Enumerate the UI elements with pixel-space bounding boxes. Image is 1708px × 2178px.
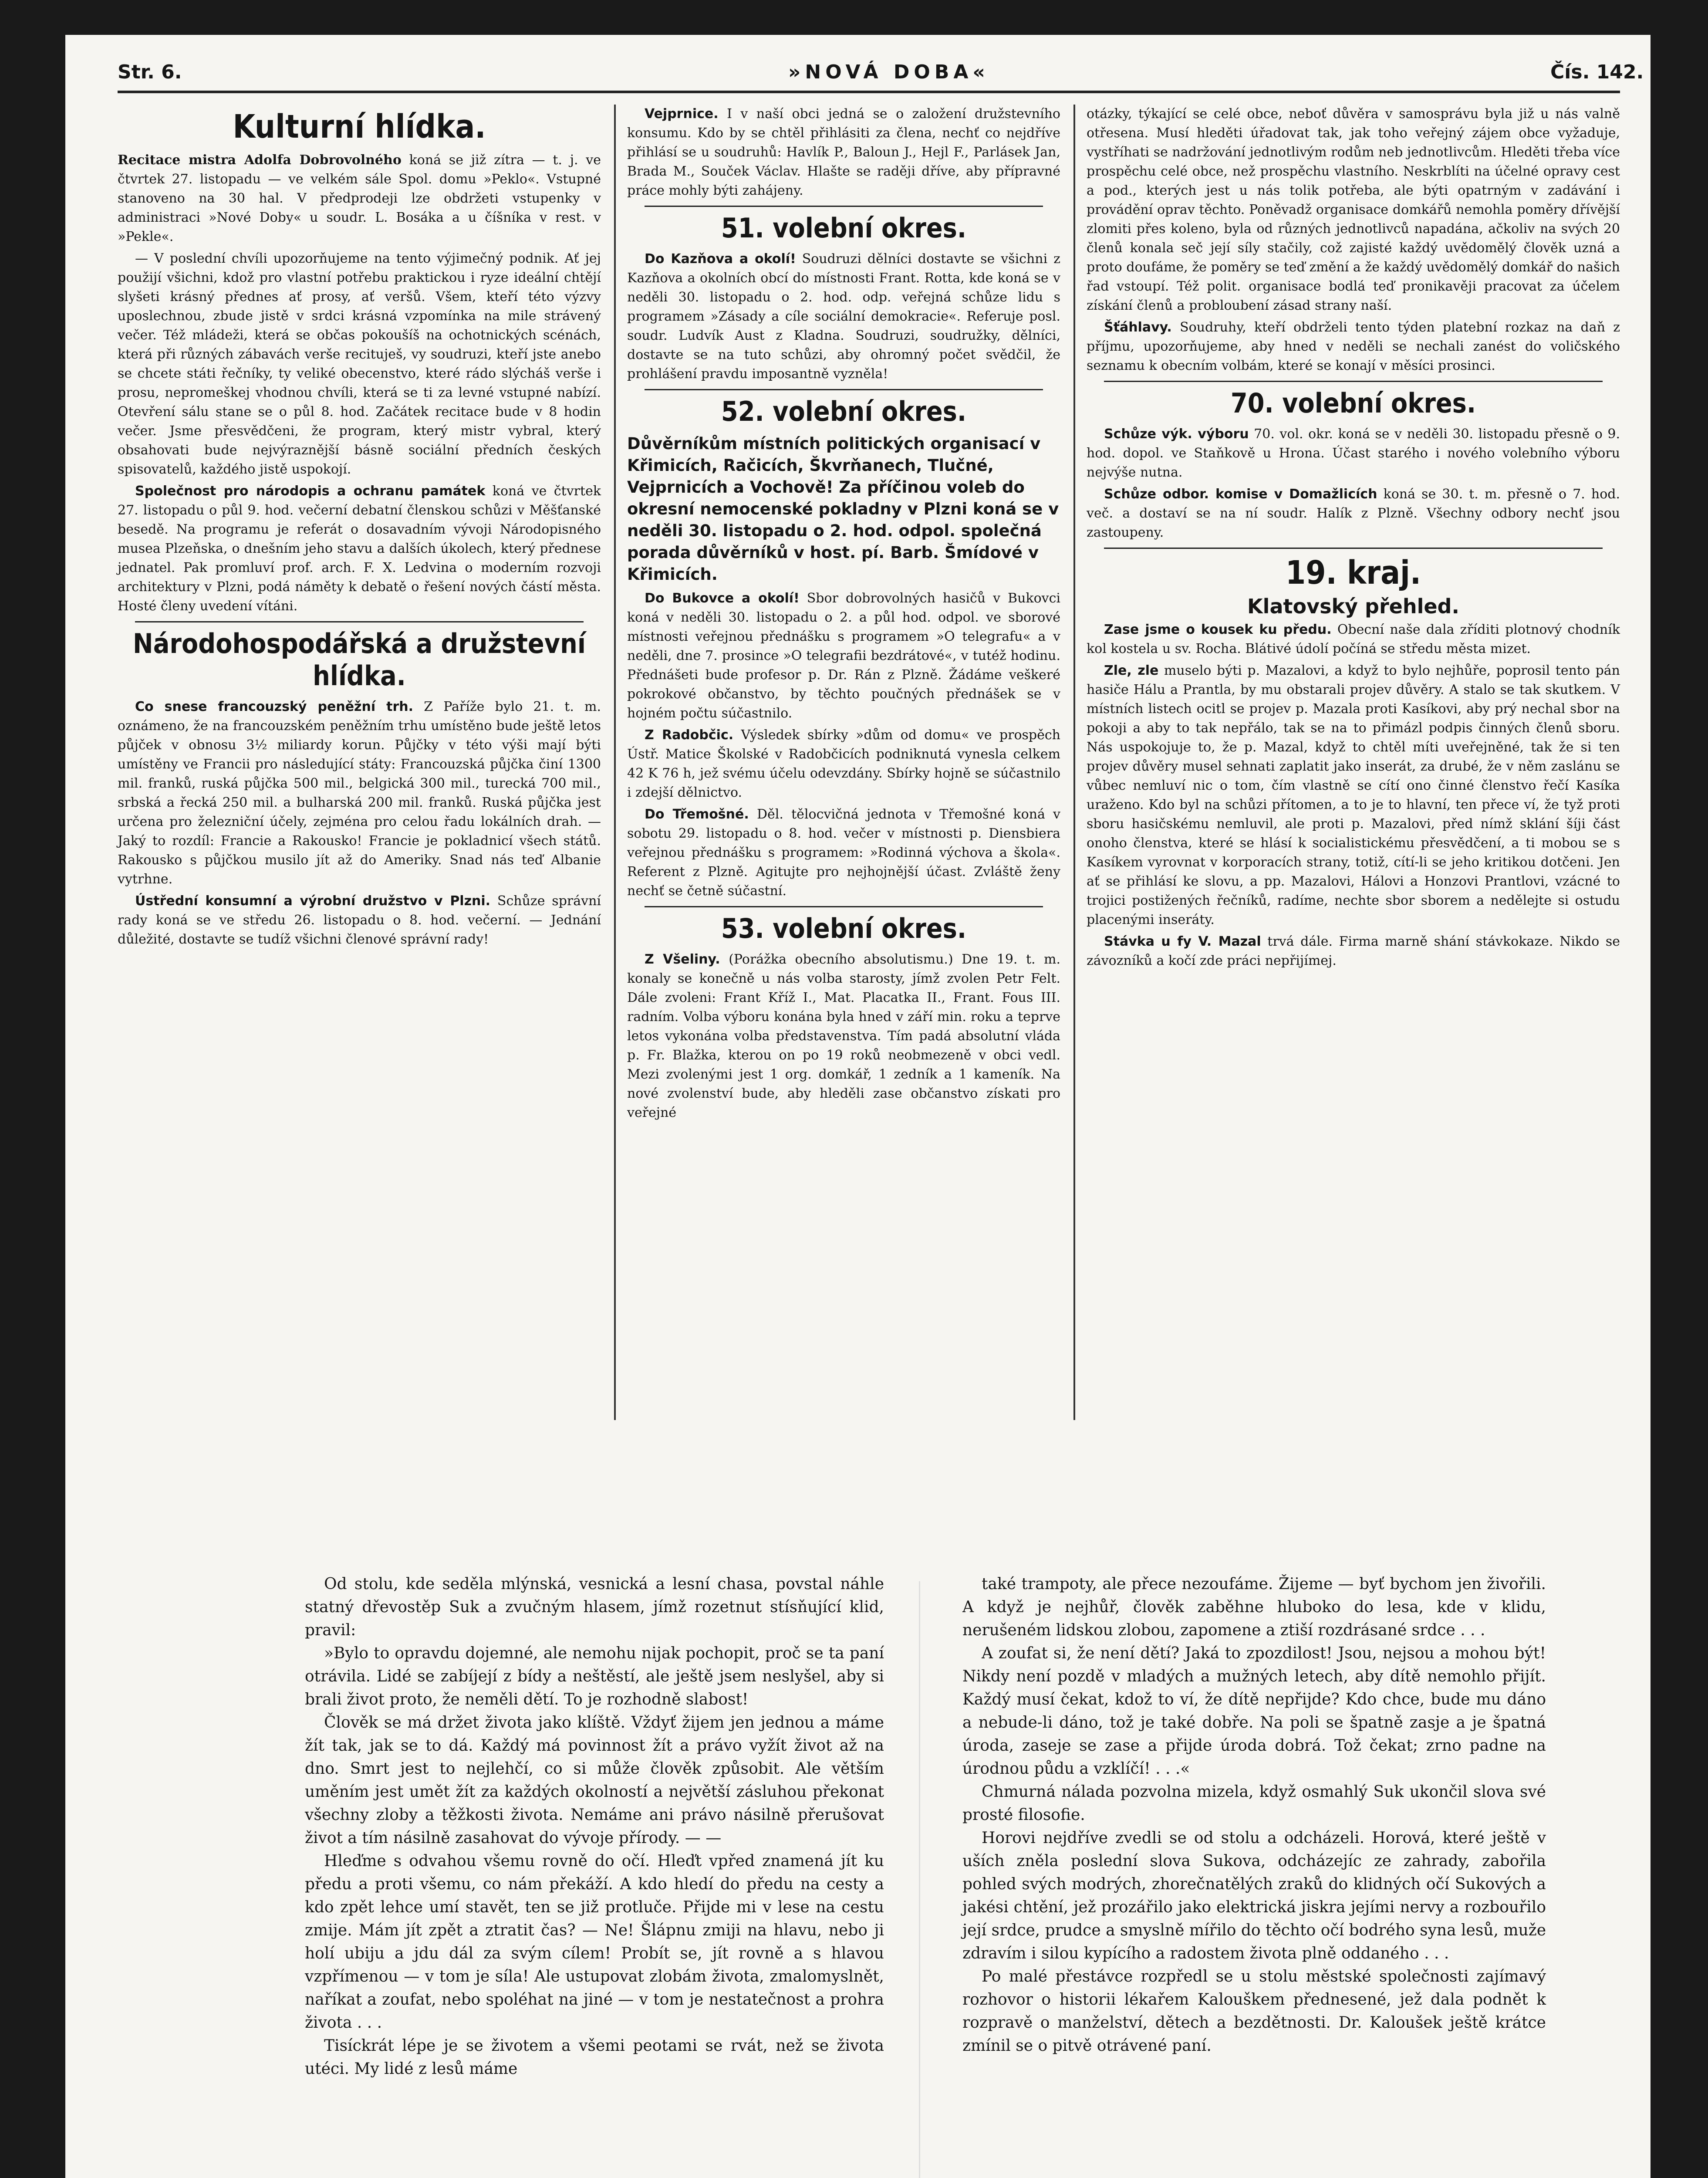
- article-text: 70. vol. okr. koná se v neděli 30. listopadu přesně o 9. hod. dopol. ve Staňkově u Hrona. Účast starého i nového volebního výboru nejvýše nutna.: [1087, 426, 1620, 480]
- article-lead: Zase jsme o kousek ku předu.: [1104, 622, 1332, 637]
- article-lead: Do Kazňova a okolí!: [645, 251, 796, 267]
- article-text: Sbor dobrovolných hasičů v Bukovci koná v neděli 30. listopadu o 2. a půl hod. odpol. ve sborové místnosti veřejnou přednášku s programem »O telegrafu« a v neděli, dne 7. prosince »O telegrafii bezdrátové«, v tutéž hodinu. Přednášeti bude profesor p. Dr. Rán z Plzně. Žádáme veškeré pokrokové občanstvo, by těchto poučných přednášek se v hojném počtu súčastnilo.: [627, 591, 1060, 721]
- notice: Důvěrníkům místních politických organisací v Křimicích, Račicích, Škvrňanech, Tlučné, Vejprnicích a Vochově! Za příčinou voleb do okresní nemocenské pokladny v Plzni koná se v neděli 30. listopadu o 2. hod. odpol. společná porada důvěrníků v host. pí. Barb. Šmídové v Křimicích.: [627, 434, 1059, 584]
- article-text: koná ve čtvrtek 27. listopadu o půl 9. hod. večerní debatní členskou schůzi v Měšťanské besedě. Na programu je referát o dosavadním vývoji Národopisného musea Plzeňska, o dnešním jeho stavu a dalších úkolech, který přednese jednatel. Pak promluví prof. arch. F. X. Ledvina o moderním rozvoji architektury v Plzni, podá náměty k debatě o řešení nových částí města. Hosté členy uvedení vítáni.: [118, 484, 601, 614]
- article: [1087, 620, 1620, 659]
- article: [627, 950, 1060, 1123]
- article: [1087, 485, 1620, 542]
- column-1: [118, 105, 601, 952]
- header-rule: [118, 91, 1620, 93]
- divider: [1104, 381, 1603, 382]
- page-number: Str. 6.: [118, 61, 182, 83]
- article-lead: Do Bukovce a okolí!: [645, 591, 800, 606]
- divider: [1104, 548, 1603, 549]
- story-paragraph: Tisíckrát lépe je se životem a všemi peotami se rvát, než se života utéci. My lidé z lesů máme: [305, 2037, 884, 2078]
- divider: [645, 906, 1043, 907]
- article-lead: Z Všeliny.: [645, 952, 720, 967]
- article: [627, 589, 1060, 723]
- article: [1087, 661, 1620, 930]
- article-text: koná se 30. t. m. přesně o 7. hod. več. a dostaví se na ní soudr. Halík z Plzně. Všechny odbory nechť jsou zastoupeny.: [1087, 487, 1620, 540]
- story-paragraph: Horovi nejdříve zvedli se od stolu a odcházeli. Horová, které ještě v uších zněla poslední slova Sukova, odcházejíc ze zahrady, zabořila pohled svých modrých, zhorečnatělých zraků do klidných očí Sukových a jakési chtění, jež prozářilo jako elektrická jiskra jejími nervy a rozbouřilo její srdce, prudce a smyslně mířilo do těchto očí bodrého syna lesů, muže zdravím i silou kypícího a radostem života plně oddaného . . .: [962, 1829, 1546, 1962]
- article-text: Děl. tělocvičná jednota v Třemošné koná v sobotu 29. listopadu o 8. hod. večer v místnosti p. Diensbiera veřejnou přednášku s programem: »Rodinná výchova a škola«. Referent z Plzně. Agitujte pro nejhojnější účast. Zvláště ženy nechť se četně súčastní.: [627, 807, 1060, 899]
- divider: [135, 621, 584, 622]
- article-text: (Porážka obecního absolutismu.) Dne 19. t. m. konaly se konečně u nás volba starosty, jímž zvolen Petr Felt. Dále zvoleni: Frant Kříž I., Mat. Placatka II., Frant. Fous III. radním. Volba výboru konána byla hned v září min. roku a teprve letos vykonána volba představenstva. Tím padá absolutní vláda p. Fr. Blažka, kterou on po 19 roků neobmezeně v obci vedl. Mezi zvolenými jest 1 org. domkář, 1 zedník a 1 kameník. Na nové zvolenství bude, aby hleděli zase občanstvo získati pro veřejné: [627, 952, 1060, 1120]
- article-text: Soudruhy, kteří obdrželi tento týden platební rozkaz na daň z příjmu, upozorňujeme, aby hned v neděli se nechali zanést do voličského seznamu k obecním volbám, které se konají v měsíci prosinci.: [1087, 320, 1620, 373]
- newspaper-title: »NOVÁ DOBA«: [788, 61, 989, 83]
- article-text: Soudruzi dělníci dostavte se všichni z Kazňova a okolních obcí do místnosti Frant. Rotta, kde koná se v neděli 30. listopadu o 2. hod. odp. veřejná schůze lidu s programem »Zásady a cíle sociální demokracie«. Referuje posl. soudr. Ludvík Aust z Kladna. Soudruzi, soudružky, dělníci, dostavte se na tuto schůzi, aby ohromný počet svědčil, že prohlášení pravdu imposantně vyzněla!: [627, 251, 1060, 382]
- section-heading: 19. kraj.: [1285, 554, 1421, 592]
- article-text: Z Paříže bylo 21. t. m. oznámeno, že na francouzském peněžním trhu umístěno bude ještě letos půjček v obnosu 3½ miliardy korun. Půjčky v této výši mají býti umístěny ve Francii pro následující státy: Francouzská půjčka činí 1300 mil. franků, ruská půjčka 500 mil., belgická 300 mil., turecká 700 mil., srbská a řecká 250 mil. a bulharská 200 mil. franků. Ruská půjčka jest určena pro železniční účely, zejména pro celou řadu lokálních drah. — Jaký to rozdíl: Francie a Rakousko! Francie je pokladnicí všech států. Rakousko s půjčkou musilo jít až do Ameriky. Snad nás teď Albanie vytrhne.: [118, 699, 601, 887]
- story-paragraph: Po malé přestávce rozpředl se u stolu městské společnosti zajímavý rozhovor o historii lékařem Kalouškem přednesené, jež dala podnět k rozpravě o manželství, dětech a bezdětnosti. Dr. Kaloušek ještě krátce zmínil se o pitvě otrávené paní.: [962, 1968, 1546, 2055]
- article: [118, 151, 601, 247]
- article-lead: Z Radobčic.: [645, 727, 734, 743]
- article-lead: Do Třemošné.: [645, 807, 749, 822]
- article-text: I v naší obci jedná se o založení družstevního konsumu. Kdo by se chtěl přihlásiti za člena, nechť co nejdříve přihlásí se u soudruhů: Havlík P., Baloun J., Hejl F., Parlásek Jan, Brada M., Souček Václav. Hlašte se raději dříve, aby přípravné práce mohly býti zahájeny.: [627, 106, 1060, 198]
- article: [627, 726, 1060, 802]
- story-left: [305, 1573, 884, 2080]
- fold-line: [919, 1581, 920, 2178]
- article: [118, 892, 601, 949]
- article-text: otázky, týkající se celé obce, neboť důvěra v samosprávu byla již u nás valně otřesena. Musí hleděti úřadovat tak, jak toho veřejný zájem obce vyžaduje, vystříhati se nadržování jednotlivým rodům neb jednotlivcům. Hleděti třeba více prospěchu celé obce, než prospěchu vlastního. Neskrblíti na účelné opravy cest a pod., kterých jest u nás tolik potřeba, ale býti opatrným v zadávání i provádění oprav těchto. Poněvadž organisace domkářů nemohla poměry dřívější zlomiti přes koleno, byla od různých jednotlivců napadána, ačkoliv na svých 20 členů konala seč její síly stačily, což zajisté každý uvědomělý člověk uzná a proto doufáme, že poměry se teď změní a že každý uvědomělý domkář do našich řad vstoupí. Též polit. organisace bodlá teď pronikavěji pracovat za účelem získání členů a probloubení zásad strany naší.: [1087, 106, 1620, 313]
- article-text: Výsledek sbírky »dům od domu« ve prospěch Ústř. Matice Školské v Radobčicích podniknutá vynesla celkem 42 K 76 h, jež svému účelu odevzdány. Sbírky hojně se súčastnilo i zdejší dělnictvo.: [627, 727, 1060, 800]
- article-lead: Zle, zle: [1104, 663, 1159, 678]
- article-lead: Schůze výk. výboru: [1104, 426, 1249, 442]
- column-2: [627, 105, 1060, 1125]
- story-paragraph: Od stolu, kde seděla mlýnská, vesnická a lesní chasa, povstal náhle statný dřevostěp Suk a zvučným hlasem, jímž rozetnut stísňující klid, pravil:: [305, 1575, 884, 1639]
- story-paragraph: A zoufat si, že není dětí? Jaká to zpozdilost! Jsou, nejsou a mohou být! Nikdy není pozdě v mladých a mužných letech, aby dítě nemohlo přijít. Každý musí čekat, kdož to ví, že dítě nepřijde? Kdo chce, bude mu dáno a nebude-li dáno, tož je také dobře. Na poli se špatně zasje a je špatná úroda, zaseje se zase a přijde úroda dobrá. Tož čekat; zrno padne na úrodnou půdu a vzklíčí! . . .«: [962, 1644, 1546, 1778]
- column-rule: [1073, 105, 1075, 1420]
- column-rule: [614, 105, 616, 1420]
- section-heading: 51. volební okres.: [721, 212, 967, 244]
- column-3: [1087, 105, 1620, 973]
- article-text: Schůze správní rady koná se ve středu 26. listopadu o 8. hod. večerní. — Jednání důležité, dostavte se tudíž všichni členové správní rady!: [118, 893, 601, 947]
- article-lead: Šťáhlavy.: [1104, 320, 1172, 335]
- story-paragraph: Chmurná nálada pozvolna mizela, když osmahlý Suk ukončil slova své prosté filosofie.: [962, 1783, 1546, 1824]
- article-text: Obecní naše dala zříditi plotnový chodník kol kostela u sv. Rocha. Blátivé údolí počíná se středu města mizet.: [1087, 622, 1620, 656]
- article: [1087, 932, 1620, 971]
- article-lead: Vejprnice.: [645, 106, 719, 122]
- article-text: trvá dále. Firma marně shání stávkokaze. Nikdo se závozníků a kočí zde práci nepřijímej.: [1087, 934, 1620, 968]
- article-lead: Recitace mistra Adolfa Dobrovolného: [118, 152, 402, 168]
- issue-number: Čís. 142.: [1550, 61, 1644, 83]
- divider: [645, 206, 1043, 207]
- article-lead: Schůze odbor. komise v Domažlicích: [1104, 487, 1377, 502]
- section-heading: 53. volební okres.: [721, 913, 967, 944]
- article-lead: Stávka u fy V. Mazal: [1104, 934, 1261, 949]
- article: [1087, 425, 1620, 482]
- article-text: koná se již zítra — t. j. ve čtvrtek 27. listopadu — ve velkém sále Spol. domu »Peklo«. Vstupné stanoveno na 30 hal. V předprodeji lze obdržeti vstupenky v administraci »Nové Doby« u soudr. L. Bosáka a u číšníka v rest. v »Pekle«.: [118, 152, 601, 244]
- article: [627, 105, 1060, 200]
- article-lead: Ústřední konsumní a výrobní družstvo v Plzni.: [135, 893, 491, 909]
- story-right: [962, 1573, 1546, 2057]
- article: [118, 697, 601, 889]
- story-paragraph: Hleďme s odvahou všemu rovně do očí. Hleďt vpřed znamená jít ku předu a proti všemu, co nám překáží. A kdo hledí do předu na cesty a kdo zpět lehce umí stavět, ten se již protluče. Přijde mi v lese na cestu zmije. Mám jít zpět a ztratit čas? — Ne! Šlápnu zmiji na hlavu, nebo ji holí ubiju a jdu dál za svým cílem! Probít se, jít rovně a s hlavou vzpřímenou — v tom je síla! Ale ustupovat zlobám života, zmalomyslnět, naříkat a zoufat, nebo spoléhat na jiné — v tom je nestatečnost a prohra života . . .: [305, 1852, 884, 2032]
- article-lead: Co snese francouzský peněžní trh.: [135, 699, 414, 714]
- story-paragraph: »Bylo to opravdu dojemné, ale nemohu nijak pochopit, proč se ta paní otrávila. Lidé se zabíjejí z bídy a neštěstí, ale ještě jsem neslyšel, aby si brali život proto, že neměli dětí. To je rozhodně slabost!: [305, 1644, 884, 1708]
- article: [1087, 318, 1620, 375]
- story-paragraph: Člověk se má držet života jako klíště. Vždyť žijem jen jednou a máme žít tak, jak se to dá. Každý má povinnost žít a právo vyžít život až na dno. Smrt jest to nejlehčí, co si může člověk způsobit. Ale větším uměním jest umět žít za každých okolností a největší zásluhou překonat všechny zloby a těžkosti života. Nemáme ani právo násilně přerušovat život a tím násilně zasahovat do vývoje přírody. — —: [305, 1714, 884, 1847]
- section-heading: 52. volební okres.: [721, 396, 967, 427]
- story-paragraph: také trampoty, ale přece nezoufáme. Žijeme — byť bychom jen živořili. A když je nejhůř, člověk zaběhne hluboko do lesa, kde v klidu, nerušeném lidskou zlobou, zapomene a ztiší rozdrásané srdce . . .: [962, 1575, 1546, 1639]
- section-heading: Národohospodářská a družstevní hlídka.: [133, 628, 586, 692]
- newspaper-page: [65, 35, 1651, 2178]
- article: [627, 805, 1060, 901]
- divider: [645, 389, 1043, 390]
- section-subheading: Klatovský přehled.: [1247, 595, 1459, 618]
- section-heading: Kulturní hlídka.: [233, 108, 486, 145]
- article-lead: Společnost pro národopis a ochranu památek: [135, 484, 486, 499]
- article-text: muselo býti p. Mazalovi, a když to bylo nejhůře, poprosil tento pán hasiče Hálu a Prantla, by mu obstarali projev důvěry. A stalo se tak skutkem. V místních listech ocitl se projev p. Mazala proti Kasíkovi, aby prý nechal sbor na pokoji a aby to tak nepřálo, tak se na to přimázl podpis činných členů sboru. Nás uspokojuje to, že p. Mazal, když to chtěl míti uveřejněné, tak že si ten projev důvěry musel sehnati zaplatit jako inserát, za drubé, že v něm zaslánu se vůbec nemluví nic o tom, čím vlastně se cítí ono činné členstvo řečí Kasíka uraženo. Kdo byl na schůzi přítomen, a to je to hlavní, ten přece ví, že tyž proti sboru hasičskému nemluvil, ale proti p. Mazalovi, před nímž sklání šíji část onoho členstva, které se hlásí k socialistickému přesvědčení, a ti mobou se s Kasíkem vyrovnat v korporacích strany, totiž, cítí-li se jeho kritikou dotčeni. Jen ať se přihlásí ke slovu, a pp. Mazalovi, Hálovi a Honzovi Prantlovi, vzácné to trojici postižených řečníků, radíme, nechte sbor sborem a nedělejte si ostudu placenými inseráty.: [1087, 663, 1620, 927]
- article: [627, 250, 1060, 384]
- article: [118, 482, 601, 616]
- section-heading: 70. volební okres.: [1230, 387, 1476, 419]
- article-text: — V poslední chvíli upozorňujeme na tento výjimečný podnik. Ať jej použijí všichni, kdož pro vlastní potřebu praktickou i ryze ideální chtějí slyšeti krásný přednes ať prosy, ať veršů. Všem, kteří této výzvy uposlechnou, zbude jistě v srdci krásná vzpomínka na mile strávený večer. Též mládeži, která se občas pokoušíš na ochotnických scénách, která při různých zábavách verše recituješ, vy soudruzi, kteří jste anebo se chcete státi řečníky, ty veliké obecenstvo, které rádo slýcháš verše i prosu, nepromeškej vhodnou chvíli, která se ti za levné vstupné nabízí. Otevření sálu stane se o půl 8. hod. Začátek recitace bude v 8 hodin večer. Jsme přesvědčeni, že program, který mistr vybral, který obsahovati bude nejvýraznější básně sociální předních českých spisovatelů, každého jistě uspokojí.: [118, 251, 601, 477]
